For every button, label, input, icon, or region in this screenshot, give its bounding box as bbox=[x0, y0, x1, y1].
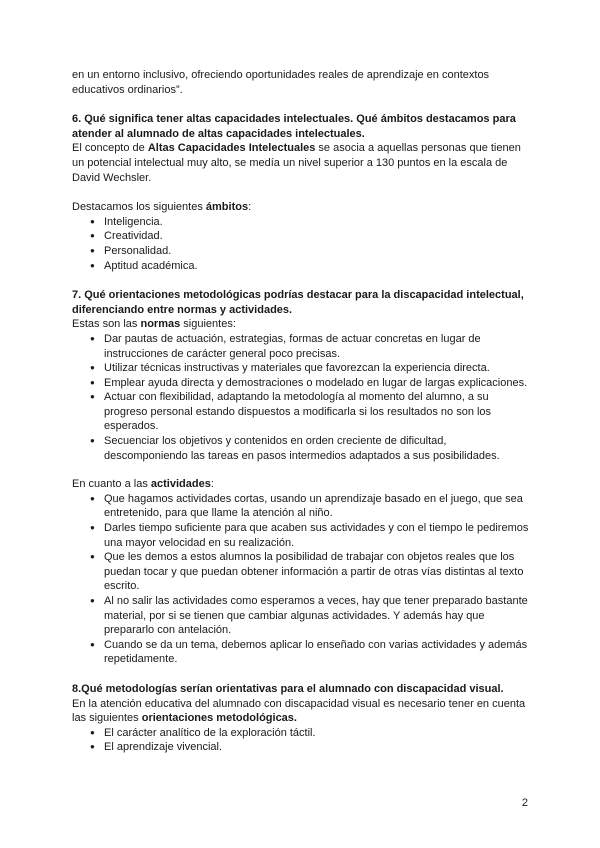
section-8-paragraph: En la atención educativa del alumnado con discapacidad visual es necesario tener en cuenta las siguientes orientaciones metodológicas. bbox=[72, 697, 526, 725]
list-item: ● El aprendizaje vivencial. bbox=[92, 740, 532, 755]
section-7-actividades-intro: En cuanto a las actividades: bbox=[72, 478, 214, 491]
bold-term: orientaciones metodológicas. bbox=[141, 712, 297, 725]
section-6-ambitos-intro: Destacamos los siguientes ámbitos: bbox=[72, 201, 252, 214]
section-7-normas-intro: Estas son las normas siguientes: bbox=[72, 318, 236, 331]
actividades-list bbox=[72, 492, 532, 667]
section-7-heading: 7. Qué orientaciones metodológicas podrías destacar para la discapacidad intelectual, diferenciando entre normas y actividades. bbox=[72, 289, 524, 316]
list-item: ● Creatividad. bbox=[92, 229, 532, 244]
page-number: 2 bbox=[521, 797, 528, 809]
list-item: ● El carácter analítico de la exploración táctil. bbox=[92, 726, 532, 741]
list-item: ● Utilizar técnicas instructivas y materiales que favorezcan la experiencia directa. bbox=[92, 361, 532, 376]
ambitos-list bbox=[72, 215, 532, 273]
list-item: ● Que les demos a estos alumnos la posibilidad de trabajar con objetos reales que los puedan tocar y que puedan obtener información a partir de otras vías distintas al texto escrito. bbox=[92, 550, 532, 594]
list-item: ● Inteligencia. bbox=[92, 215, 532, 230]
list-item: ● Personalidad. bbox=[92, 244, 532, 259]
bold-term: normas bbox=[140, 318, 181, 331]
bold-term: actividades bbox=[150, 478, 211, 491]
section-6-paragraph: El concepto de Altas Capacidades Intelectuales se asocia a aquellas personas que tienen un potencial intelectual muy alto, se medía un nivel superior a 130 puntos en la escala de David Wechsler. bbox=[72, 142, 521, 184]
list-item: ● Actuar con flexibilidad, adaptando la metodología al momento del alumno, a su progreso personal estando dispuestos a modificarla si los resultados no son los esperados. bbox=[92, 390, 532, 434]
bold-term: Altas Capacidades Intelectuales bbox=[147, 142, 316, 155]
section-6-heading: 6. Qué significa tener altas capacidades intelectuales. Qué ámbitos destacamos para atender al alumnado de altas capacidades intelectuales. bbox=[72, 113, 516, 140]
list-item: ● Que hagamos actividades cortas, usando un aprendizaje basado en el juego, que sea entretenido, para que llame la atención al niño. bbox=[92, 492, 532, 521]
list-item: ● Secuenciar los objetivos y contenidos en orden creciente de dificultad, descomponiendo las tareas en pasos intermedios adaptados a sus posibilidades. bbox=[92, 434, 532, 463]
list-item: ● Al no salir las actividades como esperamos a veces, hay que tener preparado bastante material, por si se tienen que cambiar algunas actividades. Y además hay que prepararlo con antelación. bbox=[92, 594, 532, 638]
section-8-heading: 8.Qué metodologías serían orientativas para el alumnado con discapacidad visual. bbox=[72, 682, 504, 695]
intro-paragraph: en un entorno inclusivo, ofreciendo oportunidades reales de aprendizaje en contextos educativos ordinarios”. bbox=[72, 69, 490, 96]
orientaciones-list bbox=[72, 726, 532, 755]
document-page bbox=[72, 68, 532, 755]
list-item: ● Darles tiempo suficiente para que acaben sus actividades y con el tiempo le pediremos una mayor velocidad en su realización. bbox=[92, 521, 532, 550]
list-item: ● Cuando se da un tema, debemos aplicar lo enseñado con varias actividades y además repetidamente. bbox=[92, 638, 532, 667]
list-item: ● Dar pautas de actuación, estrategias, formas de actuar concretas en lugar de instrucciones de carácter general poco precisas. bbox=[92, 332, 532, 361]
normas-list bbox=[72, 332, 532, 463]
bold-term: ámbitos bbox=[205, 201, 249, 214]
list-item: ● Emplear ayuda directa y demostraciones o modelado en lugar de largas explicaciones. bbox=[92, 376, 532, 391]
list-item: ● Aptitud académica. bbox=[92, 259, 532, 274]
